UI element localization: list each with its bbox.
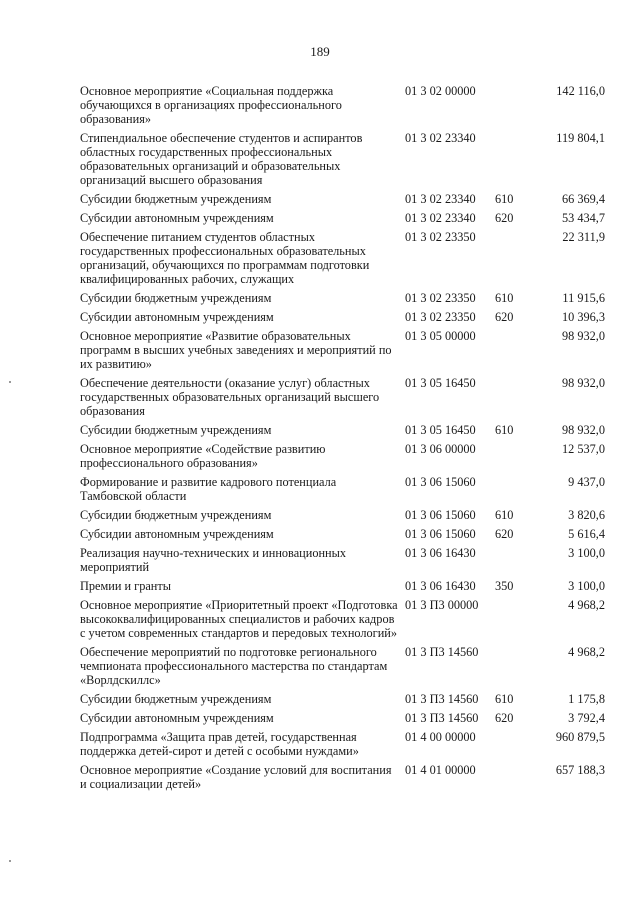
table-row [80, 211, 605, 225]
row-code: 01 3 06 15060 [405, 508, 476, 522]
row-name: Реализация научно-технических и инновационных мероприятий [80, 546, 347, 574]
row-code: 01 3 П3 14560 [405, 645, 479, 659]
row-expense-type: 610 [495, 423, 514, 437]
row-name: Премии и гранты [80, 579, 172, 593]
row-sum: 53 434,7 [561, 211, 605, 225]
table-row [80, 376, 605, 418]
table-row [80, 192, 605, 206]
row-expense-type: 350 [495, 579, 514, 593]
row-name: Субсидии бюджетным учреждениям [80, 692, 272, 706]
row-sum: 3 792,4 [568, 711, 605, 725]
scan-speck [9, 381, 11, 383]
row-sum: 4 968,2 [568, 645, 605, 659]
table-row [80, 711, 605, 725]
row-code: 01 3 06 00000 [405, 442, 476, 456]
row-expense-type: 610 [495, 192, 514, 206]
row-code: 01 3 02 23350 [405, 291, 476, 305]
table-row [80, 423, 605, 437]
table-row [80, 291, 605, 305]
row-name: Формирование и развитие кадрового потенциала Тамбовской области [80, 475, 337, 503]
row-sum: 22 311,9 [562, 230, 605, 244]
row-name: Обеспечение деятельности (оказание услуг) областных государственных образовательных организаций высшего образования [80, 376, 380, 418]
row-sum: 66 369,4 [561, 192, 605, 206]
table-row [80, 692, 605, 706]
row-name: Обеспечение мероприятий по подготовке регионального чемпионата профессионального мастерства по стандартам «Ворлдскиллс» [80, 645, 388, 687]
row-code: 01 3 02 23340 [405, 192, 476, 206]
table-row [80, 645, 605, 687]
row-name: Основное мероприятие «Создание условий для воспитания и социализации детей» [80, 763, 392, 791]
row-sum: 960 879,5 [555, 730, 605, 744]
row-name: Субсидии автономным учреждениям [80, 310, 274, 324]
row-code: 01 3 02 23350 [405, 310, 476, 324]
row-name: Стипендиальное обеспечение студентов и аспирантов областных государственных профессиональных образовательных организаций и образовательных организаций высшего образования [80, 131, 363, 187]
row-code: 01 3 02 00000 [405, 84, 476, 98]
row-code: 01 3 02 23340 [405, 211, 476, 225]
row-code: 01 3 02 23340 [405, 131, 476, 145]
scan-speck [9, 860, 11, 862]
row-code: 01 3 П3 14560 [405, 711, 479, 725]
row-sum: 657 188,3 [555, 763, 605, 777]
row-name: Субсидии автономным учреждениям [80, 211, 274, 225]
row-sum: 9 437,0 [568, 475, 605, 489]
row-code: 01 4 00 00000 [405, 730, 476, 744]
budget-table [80, 84, 605, 796]
row-name: Субсидии автономным учреждениям [80, 527, 274, 541]
table-row [80, 730, 605, 758]
table-row [80, 598, 605, 640]
row-code: 01 3 05 00000 [405, 329, 476, 343]
row-code: 01 3 06 15060 [405, 527, 476, 541]
row-sum: 1 175,8 [568, 692, 605, 706]
row-name: Основное мероприятие «Содействие развитию профессионального образования» [80, 442, 326, 470]
row-name: Субсидии бюджетным учреждениям [80, 508, 272, 522]
row-expense-type: 610 [495, 692, 514, 706]
row-name: Основное мероприятие «Социальная поддержка обучающихся в организациях профессионального образования» [80, 84, 342, 126]
row-code: 01 4 01 00000 [405, 763, 476, 777]
row-sum: 3 820,6 [568, 508, 605, 522]
row-name: Подпрограмма «Защита прав детей, государственная поддержка детей-сирот и детей с особыми нуждами» [80, 730, 359, 758]
table-row [80, 329, 605, 371]
table-row [80, 579, 605, 593]
row-name: Субсидии автономным учреждениям [80, 711, 274, 725]
row-code: 01 3 П3 14560 [405, 692, 479, 706]
row-name: Субсидии бюджетным учреждениям [80, 192, 272, 206]
row-name: Субсидии бюджетным учреждениям [80, 291, 272, 305]
row-sum: 4 968,2 [568, 598, 605, 612]
row-sum: 10 396,3 [561, 310, 605, 324]
table-row [80, 508, 605, 522]
row-code: 01 3 06 15060 [405, 475, 476, 489]
row-expense-type: 620 [495, 211, 514, 225]
table-row [80, 763, 605, 791]
row-sum: 12 537,0 [561, 442, 605, 456]
row-name: Основное мероприятие «Приоритетный проект «Подготовка высококвалифицированных специалистов и рабочих кадров с учетом современных стандартов и передовых технологий» [80, 598, 398, 640]
row-expense-type: 610 [495, 291, 514, 305]
row-sum: 98 932,0 [561, 329, 605, 343]
row-sum: 119 804,1 [556, 131, 605, 145]
row-sum: 98 932,0 [561, 376, 605, 390]
row-code: 01 3 06 16430 [405, 579, 476, 593]
table-row [80, 475, 605, 503]
table-row [80, 546, 605, 574]
row-sum: 5 616,4 [568, 527, 605, 541]
table-row [80, 527, 605, 541]
row-expense-type: 620 [495, 527, 514, 541]
row-name: Субсидии бюджетным учреждениям [80, 423, 272, 437]
row-code: 01 3 П3 00000 [405, 598, 479, 612]
table-row [80, 84, 605, 126]
table-row [80, 131, 605, 187]
row-expense-type: 620 [495, 711, 514, 725]
row-sum: 3 100,0 [568, 579, 605, 593]
row-sum: 142 116,0 [556, 84, 605, 98]
page-number: 189 [310, 44, 330, 59]
row-sum: 11 915,6 [562, 291, 605, 305]
row-code: 01 3 02 23350 [405, 230, 476, 244]
row-code: 01 3 06 16430 [405, 546, 476, 560]
table-row [80, 310, 605, 324]
row-code: 01 3 05 16450 [405, 423, 476, 437]
row-code: 01 3 05 16450 [405, 376, 476, 390]
row-expense-type: 610 [495, 508, 514, 522]
table-row [80, 230, 605, 286]
row-sum: 98 932,0 [561, 423, 605, 437]
row-name: Обеспечение питанием студентов областных государственных профессиональных образовательных организаций, обучающихся по программам подготовки квалифицированных рабочих, служащих [80, 230, 370, 286]
row-name: Основное мероприятие «Развитие образовательных программ в высших учебных заведениях и мероприятий по их развитию» [80, 329, 392, 371]
row-sum: 3 100,0 [568, 546, 605, 560]
row-expense-type: 620 [495, 310, 514, 324]
table-row [80, 442, 605, 470]
